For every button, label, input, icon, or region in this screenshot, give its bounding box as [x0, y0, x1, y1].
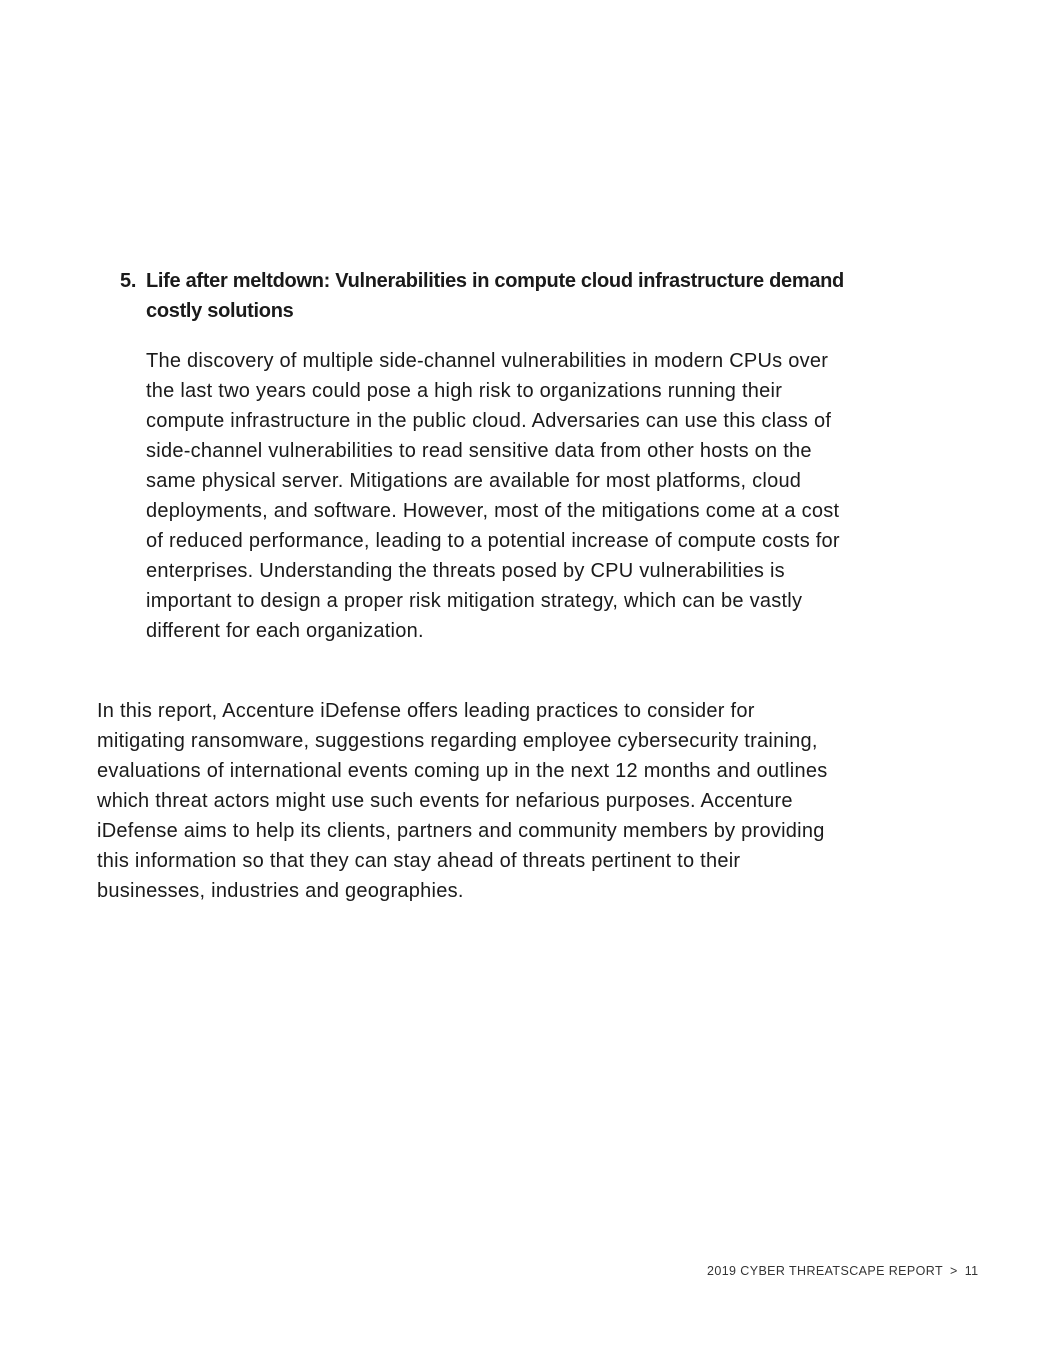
numbered-section — [120, 266, 860, 646]
page-footer — [707, 1262, 979, 1280]
section-title: Life after meltdown: Vulnerabilities in compute cloud infrastructure demand costly solutions — [146, 270, 844, 322]
section-body: The discovery of multiple side-channel vulnerabilities in modern CPUs over the last two years could pose a high risk to organizations running their compute infrastructure in the public cloud. Adversaries can use this class of side-channel vulnerabilities to read sensitive data from other hosts on the same physical server. Mitigations are available for most platforms, cloud deployments, and software. However, most of the mitigations come at a cost of reduced performance, leading to a potential increase of compute costs for enterprises. Understanding the threats posed by CPU vulnerabilities is important to design a proper risk mitigation strategy, which can be vastly different for each organization. — [146, 350, 840, 642]
section-number: 5. — [120, 270, 137, 292]
closing-paragraph: In this report, Accenture iDefense offers leading practices to consider for mitigating ransomware, suggestions regarding employee cybersecurity training, evaluations of international events coming up in the next 12 months and outlines which threat actors might use such events for nefarious purposes. Accenture iDefense aims to help its clients, partners and community members by providing this information so that they can stay ahead of threats pertinent to their businesses, industries and geographies. — [97, 700, 828, 902]
footer-page-number: 11 — [964, 1264, 979, 1278]
section-heading — [120, 266, 860, 326]
footer-report-title: 2019 CYBER THREATSCAPE REPORT — [707, 1264, 943, 1278]
footer-separator: > — [949, 1264, 958, 1278]
